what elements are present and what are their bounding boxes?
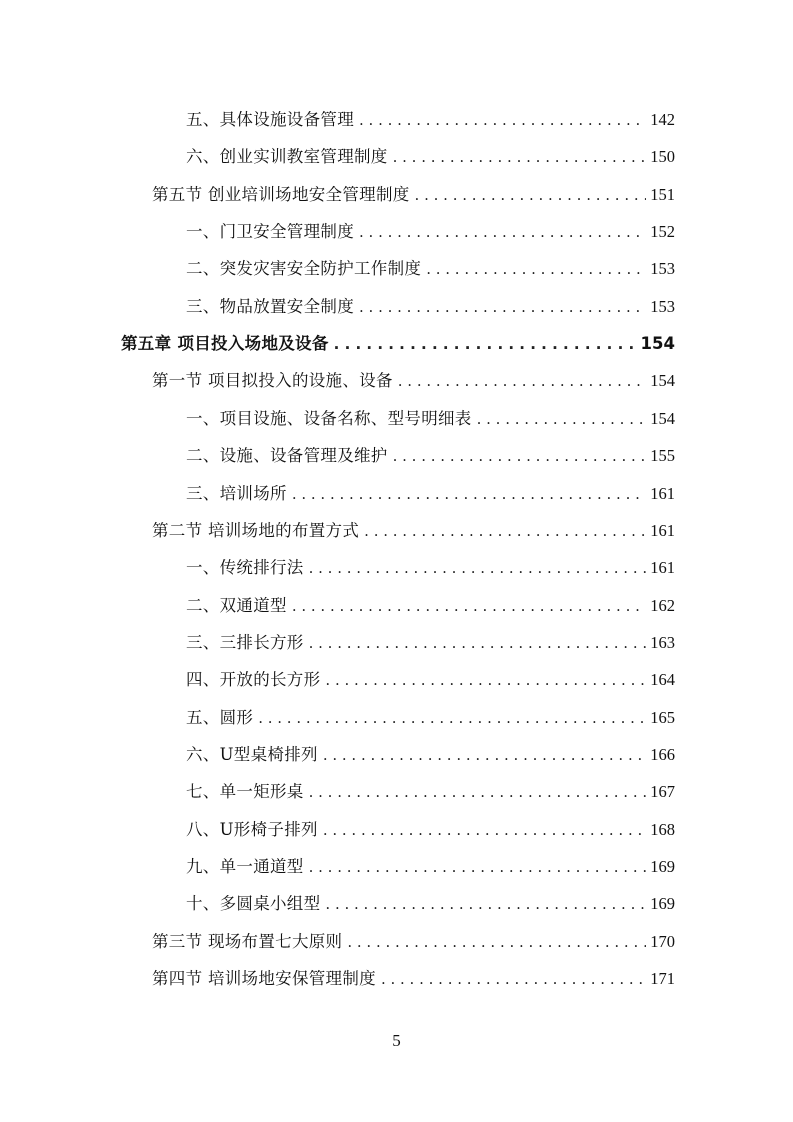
toc-entry-title: 第三节 现场布置七大原则 (152, 931, 343, 951)
toc-entry-title: 八、U形椅子排列 (186, 819, 318, 839)
dot-leader (347, 929, 646, 955)
toc-subsection-entry[interactable] (186, 443, 675, 469)
toc-subsection-entry[interactable] (186, 219, 675, 245)
toc-entry-page-number: 169 (650, 857, 675, 876)
toc-section-entry[interactable] (152, 966, 675, 992)
toc-entry-title: 七、单一矩形桌 (186, 782, 304, 802)
toc-entry-title: 九、单一通道型 (186, 857, 304, 876)
toc-subsection-entry[interactable] (186, 481, 675, 507)
toc-subsection-entry[interactable] (186, 667, 675, 693)
toc-entry-title: 十、多圆桌小组型 (186, 894, 321, 914)
toc-entry-page-number: 155 (650, 446, 675, 466)
dot-leader (381, 966, 646, 992)
dot-leader (359, 294, 646, 320)
toc-entry-title: 四、开放的长方形 (186, 670, 321, 690)
toc-subsection-entry[interactable] (186, 891, 675, 917)
toc-chapter-entry[interactable] (121, 331, 675, 357)
toc-entry-title: 第四节 培训场地安保管理制度 (152, 969, 376, 989)
dot-leader (477, 406, 647, 432)
toc-entry-page-number: 167 (650, 782, 675, 802)
dot-leader (325, 891, 646, 917)
dot-leader (359, 219, 646, 245)
toc-entry-title: 一、门卫安全管理制度 (186, 222, 354, 242)
toc-subsection-entry[interactable] (186, 779, 675, 805)
toc-entry-page-number: 152 (650, 222, 675, 242)
dot-leader (309, 630, 647, 656)
toc-subsection-entry[interactable] (186, 742, 675, 768)
toc-entry-page-number: 161 (650, 558, 675, 578)
toc-entry-page-number: 161 (650, 520, 675, 540)
toc-entry-title: 第一节 项目拟投入的设施、设备 (152, 371, 393, 391)
page-number: 5 (392, 1031, 401, 1050)
toc-entry-page-number: 153 (650, 296, 675, 316)
toc-entry-page-number: 161 (650, 483, 675, 503)
toc-entry-title: 一、项目设施、设备名称、型号明细表 (186, 408, 472, 428)
dot-leader (359, 107, 646, 133)
dot-leader (292, 593, 646, 619)
dot-leader (364, 518, 646, 544)
toc-section-entry[interactable] (152, 518, 675, 544)
toc-entry-page-number: 153 (650, 259, 675, 279)
toc-subsection-entry[interactable] (186, 630, 675, 656)
dot-leader (258, 705, 646, 731)
toc-entry-page-number: 168 (650, 819, 675, 839)
toc-entry-title: 一、传统排行法 (186, 558, 304, 578)
toc-entry-page-number: 142 (650, 110, 675, 129)
toc-section-entry[interactable] (152, 929, 675, 955)
dot-leader (393, 443, 647, 469)
toc-subsection-entry[interactable] (186, 294, 675, 320)
toc-section-entry[interactable] (152, 368, 675, 394)
dot-leader (309, 854, 647, 880)
dot-leader (325, 667, 646, 693)
dot-leader (323, 817, 646, 843)
toc-section-entry[interactable] (152, 182, 675, 208)
dot-leader (393, 144, 647, 170)
toc-entry-title: 六、创业实训教室管理制度 (186, 147, 388, 167)
toc-entry-page-number: 163 (650, 632, 675, 652)
toc-entry-title: 第二节 培训场地的布置方式 (152, 520, 360, 540)
toc-entry-title: 第五章 项目投入场地及设备 (121, 334, 329, 354)
toc-subsection-entry[interactable] (186, 555, 675, 581)
toc-subsection-entry[interactable] (186, 854, 675, 880)
dot-leader (415, 182, 647, 208)
dot-leader (309, 779, 647, 805)
toc-entry-title: 二、突发灾害安全防护工作制度 (186, 259, 422, 279)
toc-entry-title: 二、双通道型 (186, 595, 287, 615)
toc-entry-title: 二、设施、设备管理及维护 (186, 446, 388, 466)
toc-entry-page-number: 154 (650, 408, 675, 428)
toc-entry-title: 五、具体设施设备管理 (186, 110, 354, 129)
toc-entry-page-number: 151 (650, 184, 675, 204)
toc-subsection-entry[interactable] (186, 107, 675, 133)
toc-entry-page-number: 154 (650, 371, 675, 391)
toc-entry-page-number: 166 (650, 744, 675, 764)
toc-subsection-entry[interactable] (186, 144, 675, 170)
toc-subsection-entry[interactable] (186, 705, 675, 731)
toc-entry-title: 三、三排长方形 (186, 632, 304, 652)
toc-entry-page-number: 169 (650, 894, 675, 914)
toc-entry-page-number: 164 (650, 670, 675, 690)
dot-leader (334, 331, 637, 357)
toc-entry-page-number: 165 (650, 707, 675, 727)
toc-entry-title: 三、物品放置安全制度 (186, 296, 354, 316)
dot-leader (426, 256, 646, 282)
toc-entry-page-number: 170 (650, 931, 675, 951)
toc-entry-page-number: 154 (640, 334, 675, 354)
toc-subsection-entry[interactable] (186, 406, 675, 432)
toc-entry-page-number: 171 (650, 969, 675, 989)
toc-entry-page-number: 150 (650, 147, 675, 167)
toc-entry-page-number: 162 (650, 595, 675, 615)
toc-entry-title: 五、圆形 (186, 707, 254, 727)
dot-leader (398, 368, 647, 394)
toc-subsection-entry[interactable] (186, 256, 675, 282)
dot-leader (292, 481, 646, 507)
toc-entry-title: 六、U型桌椅排列 (186, 744, 318, 764)
toc-entry-title: 三、培训场所 (186, 483, 287, 503)
toc-subsection-entry[interactable] (186, 593, 675, 619)
dot-leader (309, 555, 647, 581)
dot-leader (323, 742, 646, 768)
toc-subsection-entry[interactable] (186, 817, 675, 843)
toc-entry-title: 第五节 创业培训场地安全管理制度 (152, 184, 410, 204)
